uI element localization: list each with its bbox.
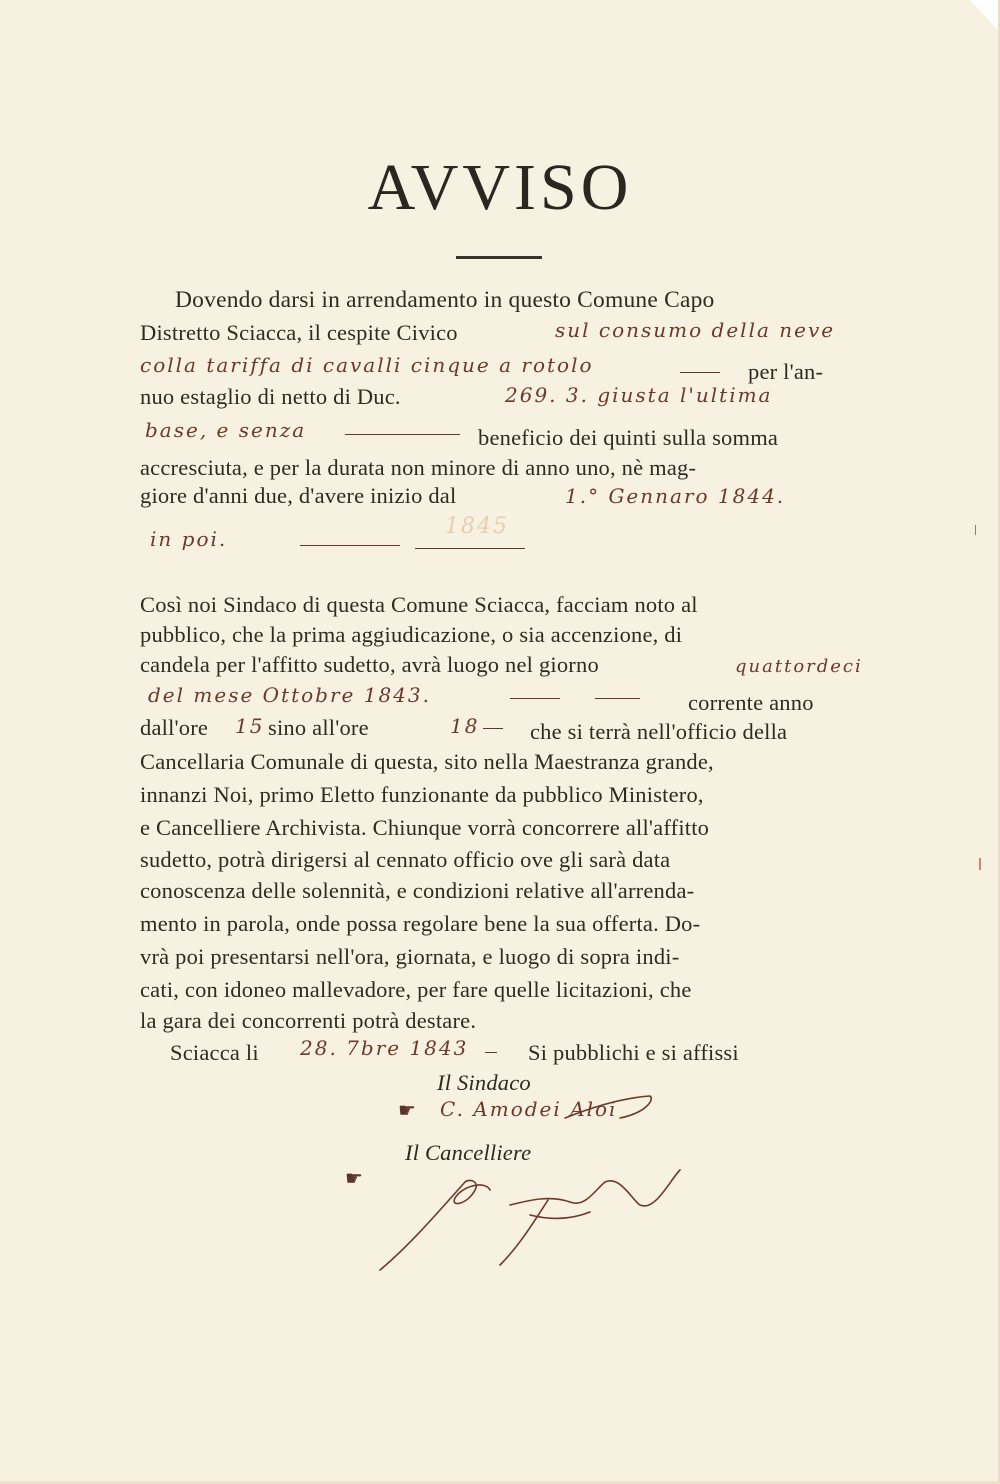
document-title: AVVISO — [367, 151, 633, 224]
closing-place: Sciacca li — [170, 1040, 259, 1065]
para2-line5-a: dall'ore — [140, 715, 209, 740]
para1-line3-handwriting: colla tariffa di cavalli cinque a rotolo — [140, 353, 594, 377]
para2-line7: innanzi Noi, primo Eletto funzionante da pubblico Ministero, — [140, 782, 704, 807]
para2-line5-b: sino all'ore — [268, 715, 369, 740]
faded-year: 1845 — [445, 514, 509, 539]
para1-line3-end: per l'an- — [748, 359, 824, 384]
pointing-hand-icon: ☛ — [345, 1166, 363, 1190]
para2-line3: candela per l'affitto sudetto, avrà luogo nel giorno — [140, 652, 599, 677]
closing-date-handwriting: 28. 7bre 1843 — [300, 1036, 469, 1060]
cancelliere-signature — [370, 1160, 710, 1280]
para2-line9: sudetto, potrà dirigersi al cennato officio ove gli sarà data — [140, 847, 671, 872]
para1-line5: beneficio dei quinti sulla somma — [478, 425, 779, 450]
edge-mark — [975, 525, 976, 535]
fill-line — [415, 548, 525, 549]
fill-line — [595, 698, 640, 699]
para2-line10: conoscenza delle solennità, e condizioni relative all'arrenda- — [140, 878, 695, 903]
para2-line2: pubblico, che la prima aggiudicazione, o sia accenzione, di — [140, 622, 683, 647]
fill-line — [510, 698, 560, 699]
para1-line7-handwriting: 1.° Gennaro 1844. — [565, 484, 786, 508]
para1-line5-handwriting: base, e senza — [145, 418, 307, 442]
para2-line11: mento in parola, onde possa regolare bene la sua offerta. Do- — [140, 911, 701, 936]
para2-line14: la gara dei concorrenti potrà destare. — [140, 1008, 477, 1033]
para2-line4-end: corrente anno — [688, 690, 814, 715]
para1-line4-handwriting: 269. 3. giusta l'ultima — [505, 383, 773, 407]
cancelliere-label: Il Cancelliere — [405, 1140, 532, 1165]
para1-line2: Distretto Sciacca, il cespite Civico — [140, 320, 458, 345]
fill-line — [345, 434, 460, 435]
sindaco-label: Il Sindaco — [437, 1070, 531, 1095]
fill-line — [680, 372, 720, 373]
fill-line — [300, 545, 400, 546]
title-divider — [456, 256, 542, 259]
para1-line1: Dovendo darsi in arrendamento in questo Comune Capo — [175, 287, 715, 313]
para2-line6: Cancellaria Comunale di questa, sito nella Maestranza grande, — [140, 749, 714, 774]
para1-line2-handwriting: sul consumo della neve — [555, 318, 836, 342]
para2-line5-c: che si terrà nell'officio della — [530, 719, 788, 744]
closing-publish: Si pubblichi e si affissi — [528, 1040, 739, 1065]
para1-line6: accresciuta, e per la durata non minore di anno uno, nè mag- — [140, 455, 697, 480]
fill-line — [483, 728, 503, 729]
para2-line5-handwriting-2: 18 — [450, 714, 480, 738]
para2-line13: cati, con idoneo mallevadore, per fare quelle licitazioni, che — [140, 977, 692, 1002]
fill-line — [485, 1052, 497, 1053]
para2-line3-handwriting: quattordeci — [735, 656, 863, 677]
para2-line8: e Cancelliere Archivista. Chiunque vorrà concorrere all'affitto — [140, 815, 710, 840]
para2-line12: vrà poi presentarsi nell'ora, giornata, e luogo di sopra indi- — [140, 944, 680, 969]
para2-line5-handwriting-1: 15 — [235, 714, 265, 738]
pointing-hand-icon: ☛ — [398, 1098, 416, 1122]
para1-line8-handwriting: in poi. — [150, 527, 228, 551]
para2-line1: Così noi Sindaco di questa Comune Sciacca, facciam noto al — [140, 592, 698, 617]
para2-line4-handwriting: del mese Ottobre 1843. — [148, 683, 431, 707]
sindaco-signature: C. Amodei Aloi — [440, 1097, 618, 1121]
edge-mark — [979, 858, 981, 870]
para1-line4: nuo estaglio di netto di Duc. — [140, 384, 401, 409]
para1-line7: giore d'anni due, d'avere inizio dal — [140, 483, 457, 508]
signature-flourish — [560, 1088, 660, 1128]
torn-corner — [970, 0, 998, 30]
